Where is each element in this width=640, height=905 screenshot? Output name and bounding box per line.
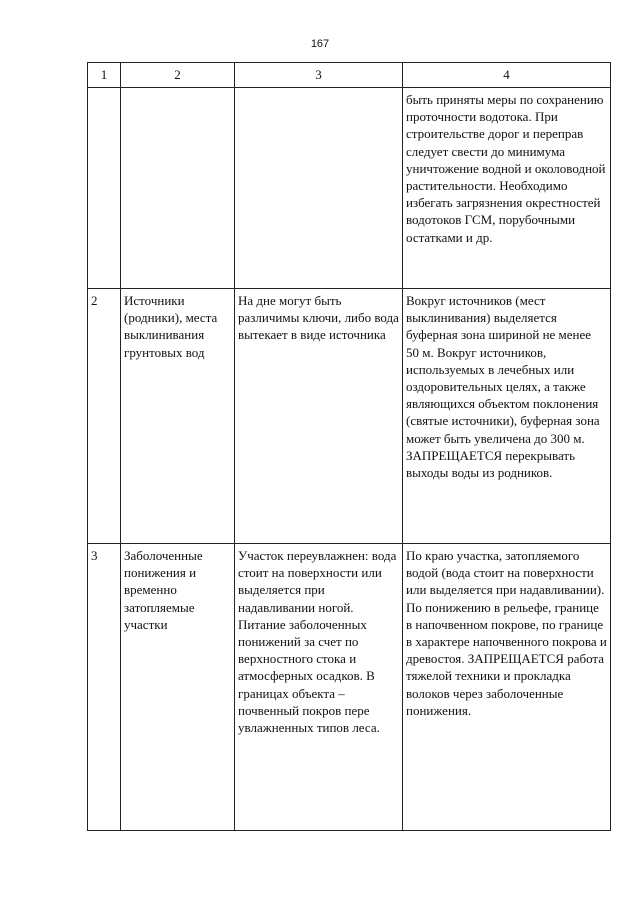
header-col-3: 3 (235, 63, 403, 88)
header-col-1: 1 (88, 63, 121, 88)
measures-cell: быть приняты меры по сохранению проточности водотока. При строительстве дорог и переправ следует свести до минимума уничтожение водной и околоводной растительности. Необходимо избегать загрязнения окрестностей водотоков ГСМ, порубочными остатками и др. (403, 88, 611, 289)
features-cell: На дне могут быть различимы ключи, либо вода вытекает в виде источника (235, 289, 403, 544)
document-table (87, 62, 611, 831)
row-number-cell (88, 88, 121, 289)
object-cell: Заболоченные понижения и временно затопляемые участки (121, 544, 235, 831)
measures-cell: По краю участка, затопляемого водой (вода стоит на поверхности или выделяется при надавливании). По понижению в рельефе, границе в напочвенном покрове, по границе в характере напочвенного покрова и древостоя. ЗАПРЕЩАЕТСЯ работа тяжелой техники и прокладка волоков через заболоченные понижения. (403, 544, 611, 831)
table-row (88, 88, 611, 289)
object-cell: Источники (родники), места выклинивания грунтовых вод (121, 289, 235, 544)
header-col-4: 4 (403, 63, 611, 88)
header-col-2: 2 (121, 63, 235, 88)
page-number: 167 (310, 38, 330, 50)
object-cell (121, 88, 235, 289)
features-cell (235, 88, 403, 289)
row-number-cell: 3 (88, 544, 121, 831)
table-row (88, 544, 611, 831)
measures-cell: Вокруг источников (мест выклинивания) выделяется буферная зона шириной не менее 50 м. Вокруг источников, используемых в лечебных или оздоровительных целях, а также являющихся объектом поклонения (святые источники), буферная зона может быть увеличена до 300 м. ЗАПРЕЩАЕТСЯ перекрывать выходы воды из родников. (403, 289, 611, 544)
row-number-cell: 2 (88, 289, 121, 544)
features-cell: Участок переувлажнен: вода стоит на поверхности или выделяется при надавливании ногой. Питание заболоченных понижений за счет по верхностного стока и атмосферных осадков. В границах объекта – почвенный покров пере увлажненных типов леса. (235, 544, 403, 831)
table-row (88, 289, 611, 544)
table-header-row (88, 63, 611, 88)
